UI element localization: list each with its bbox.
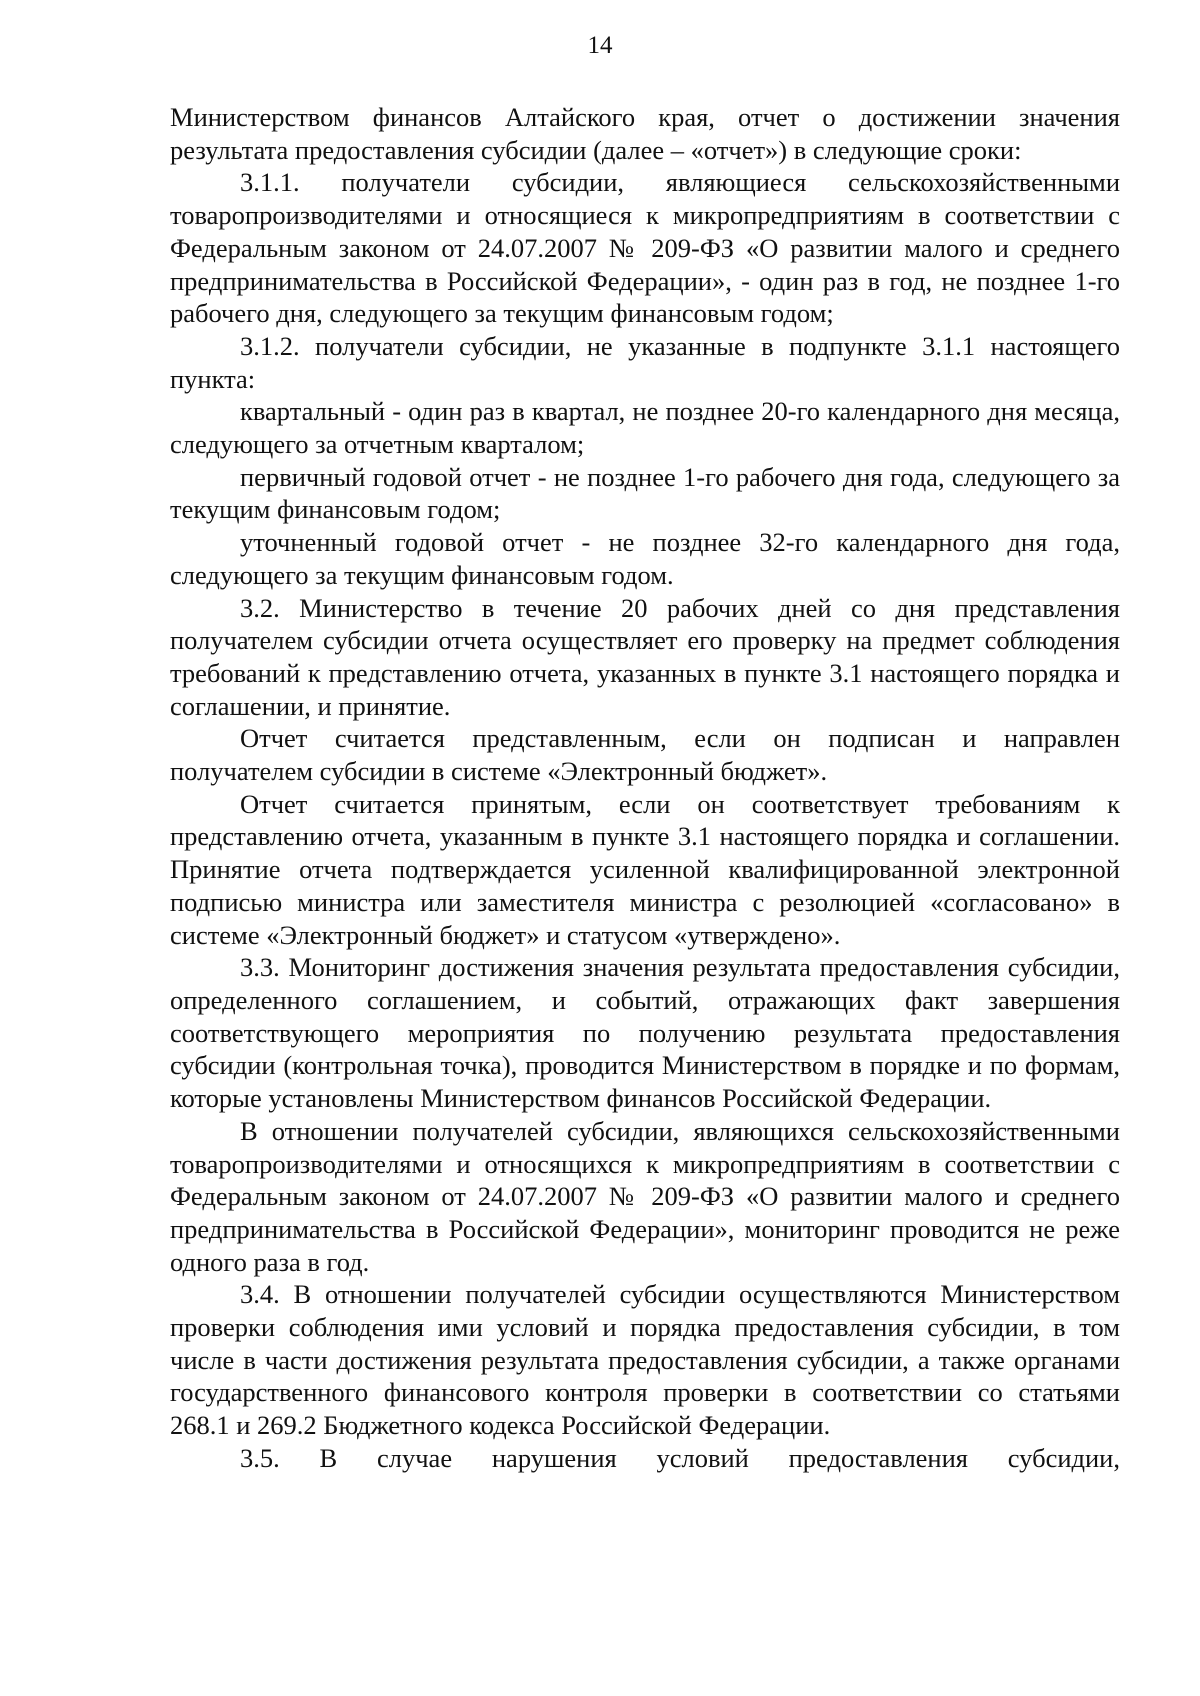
paragraph-report-submitted: Отчет считается представленным, если он подписан и направлен получателем субсидии в системе «Электронный бюджет». (170, 723, 1120, 787)
paragraph-3-1-1: 3.1.1. получатели субсидии, являющиеся сельскохозяйственными товаропроизводителями и относящиеся к микропредприятиям в соответствии с Федеральным законом от 24.07.2007 № 209-ФЗ «О развитии малого и среднего предпринимательства в Российской Федерации», - один раз в год, не позднее 1-го рабочего дня, следующего за текущим финансовым годом; (170, 167, 1120, 329)
paragraph-3-3: 3.3. Мониторинг достижения значения результата предоставления субсидии, определенного соглашением, и событий, отражающих факт завершения соответствующего мероприятия по получению результата предоставления субсидии (контрольная точка), проводится Министерством в порядке и по формам, которые установлены Министерством финансов Российской Федерации. (170, 952, 1120, 1114)
paragraph-3-1-2: 3.1.2. получатели субсидии, не указанные в подпункте 3.1.1 настоящего пункта: (170, 330, 1120, 394)
paragraph-3-2: 3.2. Министерство в течение 20 рабочих дней со дня представления получателем субсидии отчета осуществляет его проверку на предмет соблюдения требований к представлению отчета, указанных в пункте 3.1 настоящего порядка и соглашении, и принятие. (170, 592, 1120, 721)
document-body (170, 101, 1120, 1475)
paragraph-report-accepted: Отчет считается принятым, если он соответствует требованиям к представлению отчета, указанным в пункте 3.1 настоящего порядка и соглашении. Принятие отчета подтверждается усиленной квалифицированной электронной подписью министра или заместителя министра с резолюцией «согласовано» в системе «Электронный бюджет» и статусом «утверждено». (170, 788, 1120, 950)
paragraph-primary-annual-report: первичный годовой отчет - не позднее 1-го рабочего дня года, следующего за текущим финансовым годом; (170, 461, 1120, 525)
paragraph-continuation: Министерством финансов Алтайского края, отчет о достижении значения результата предоставления субсидии (далее – «отчет») в следующие сроки: (170, 102, 1120, 165)
page-number: 14 (587, 32, 613, 59)
paragraph-quarterly-report: квартальный - один раз в квартал, не позднее 20-го календарного дня месяца, следующего за отчетным кварталом; (170, 396, 1120, 460)
paragraph-monitoring-frequency: В отношении получателей субсидии, являющихся сельскохозяйственными товаропроизводителями и относящихся к микропредприятиям в соответствии с Федеральным законом от 24.07.2007 № 209-ФЗ «О развитии малого и среднего предпринимательства в Российской Федерации», мониторинг проводится не реже одного раза в год. (170, 1115, 1120, 1277)
paragraph-refined-annual-report: уточненный годовой отчет - не позднее 32-го календарного дня года, следующего за текущим финансовым годом. (170, 527, 1120, 590)
paragraph-3-5: 3.5. В случае нарушения условий предоставления субсидии, (240, 1442, 1120, 1473)
paragraph-3-4: 3.4. В отношении получателей субсидии осуществляются Министерством проверки соблюдения ими условий и порядка предоставления субсидии, в том числе в части достижения результата предоставления субсидии, а также органами государственного финансового контроля проверки в соответствии со статьями 268.1 и 269.2 Бюджетного кодекса Российской Федерации. (170, 1279, 1120, 1441)
